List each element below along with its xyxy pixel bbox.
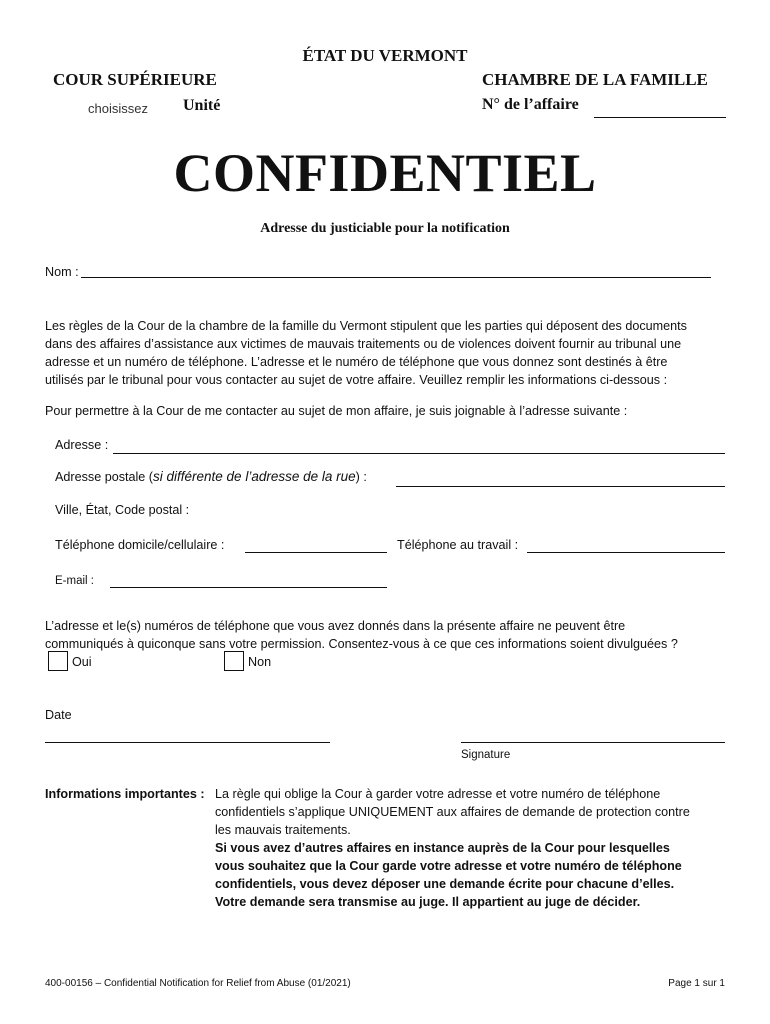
important-bold-line: vous souhaitez que la Cour garde votre adresse et votre numéro de téléphone — [215, 859, 682, 873]
home-phone-label: Téléphone domicile/cellulaire : — [55, 538, 225, 552]
consent-text — [45, 617, 745, 653]
page-subtitle: Adresse du justiciable pour la notification — [260, 221, 510, 236]
unit-label: Unité — [183, 97, 221, 114]
date-field[interactable] — [45, 742, 330, 743]
contact-intro: Pour permettre à la Cour de me contacter au sujet de mon affaire, je suis joignable à l’adresse suivante : — [45, 404, 628, 418]
rules-line: dans des affaires d’assistance aux victimes de mauvais traitements ou de violences doivent fournir au tribunal une — [45, 337, 682, 351]
page-number: Page 1 sur 1 — [668, 978, 725, 989]
rules-line: adresse et un numéro de téléphone. L’adresse et le numéro de téléphone que vous donnez sont destinés à être — [45, 355, 668, 369]
consent-line: L’adresse et le(s) numéros de téléphone que vous avez donnés dans la présente affaire ne peuvent être — [45, 619, 626, 633]
postal-italic: si différente de l’adresse de la rue — [153, 469, 356, 484]
name-label: Nom : — [45, 265, 79, 279]
consent-line: communiqués à quiconque sans votre permission. Consentez-vous à ce que ces informations soient divulguées ? — [45, 637, 678, 651]
case-number-field[interactable] — [594, 117, 726, 118]
important-line: confidentiels s’applique UNIQUEMENT aux affaires de demande de protection contre — [215, 805, 690, 819]
postal-address-field[interactable] — [396, 486, 725, 487]
case-number-label: N° de l’affaire — [482, 96, 579, 113]
no-label: Non — [248, 655, 272, 669]
no-checkbox[interactable] — [224, 651, 244, 671]
page-title: CONFIDENTIEL — [173, 143, 597, 203]
yes-label: Oui — [72, 655, 92, 669]
important-bold-line: Votre demande sera transmise au juge. Il appartient au juge de décider. — [215, 895, 641, 909]
address-field[interactable] — [113, 453, 725, 454]
state-heading: ÉTAT DU VERMONT — [302, 46, 468, 65]
important-bold-line: Si vous avez d’autres affaires en instance auprès de la Cour pour lesquelles — [215, 841, 670, 855]
court-heading: COUR SUPÉRIEURE — [53, 70, 217, 89]
rules-line: utilisés par le tribunal pour vous contacter au sujet de votre affaire. Veuillez remplir les informations ci-dessous : — [45, 373, 668, 387]
email-label: E-mail : — [55, 575, 94, 587]
important-label: Informations importantes : — [45, 787, 205, 801]
work-phone-label: Téléphone au travail : — [397, 538, 519, 552]
work-phone-field[interactable] — [527, 552, 725, 553]
rules-line: Les règles de la Cour de la chambre de la famille du Vermont stipulent que les parties qui déposent des documents — [45, 319, 687, 333]
rules-paragraph — [45, 317, 735, 389]
yes-checkbox[interactable] — [48, 651, 68, 671]
important-line: les mauvais traitements. — [215, 823, 351, 837]
signature-label: Signature — [461, 749, 511, 761]
postal-address-label — [55, 468, 367, 486]
home-phone-field[interactable] — [245, 552, 387, 553]
chamber-heading: CHAMBRE DE LA FAMILLE — [482, 70, 708, 89]
unit-select[interactable]: choisissez — [88, 101, 148, 116]
name-field[interactable] — [81, 277, 711, 278]
postal-suffix: ) : — [355, 470, 367, 484]
city-label: Ville, État, Code postal : — [55, 503, 190, 517]
signature-field[interactable] — [461, 742, 725, 743]
important-bold-line: confidentiels, vous devez déposer une demande écrite pour chacune d’elles. — [215, 877, 675, 891]
important-text — [215, 785, 735, 911]
address-label: Adresse : — [55, 438, 109, 452]
email-field[interactable] — [110, 587, 387, 588]
important-line: La règle qui oblige la Cour à garder votre adresse et votre numéro de téléphone — [215, 787, 661, 801]
form-id: 400-00156 – Confidential Notification for Relief from Abuse (01/2021) — [45, 978, 351, 989]
postal-prefix: Adresse postale ( — [55, 470, 154, 484]
date-label: Date — [45, 708, 72, 722]
